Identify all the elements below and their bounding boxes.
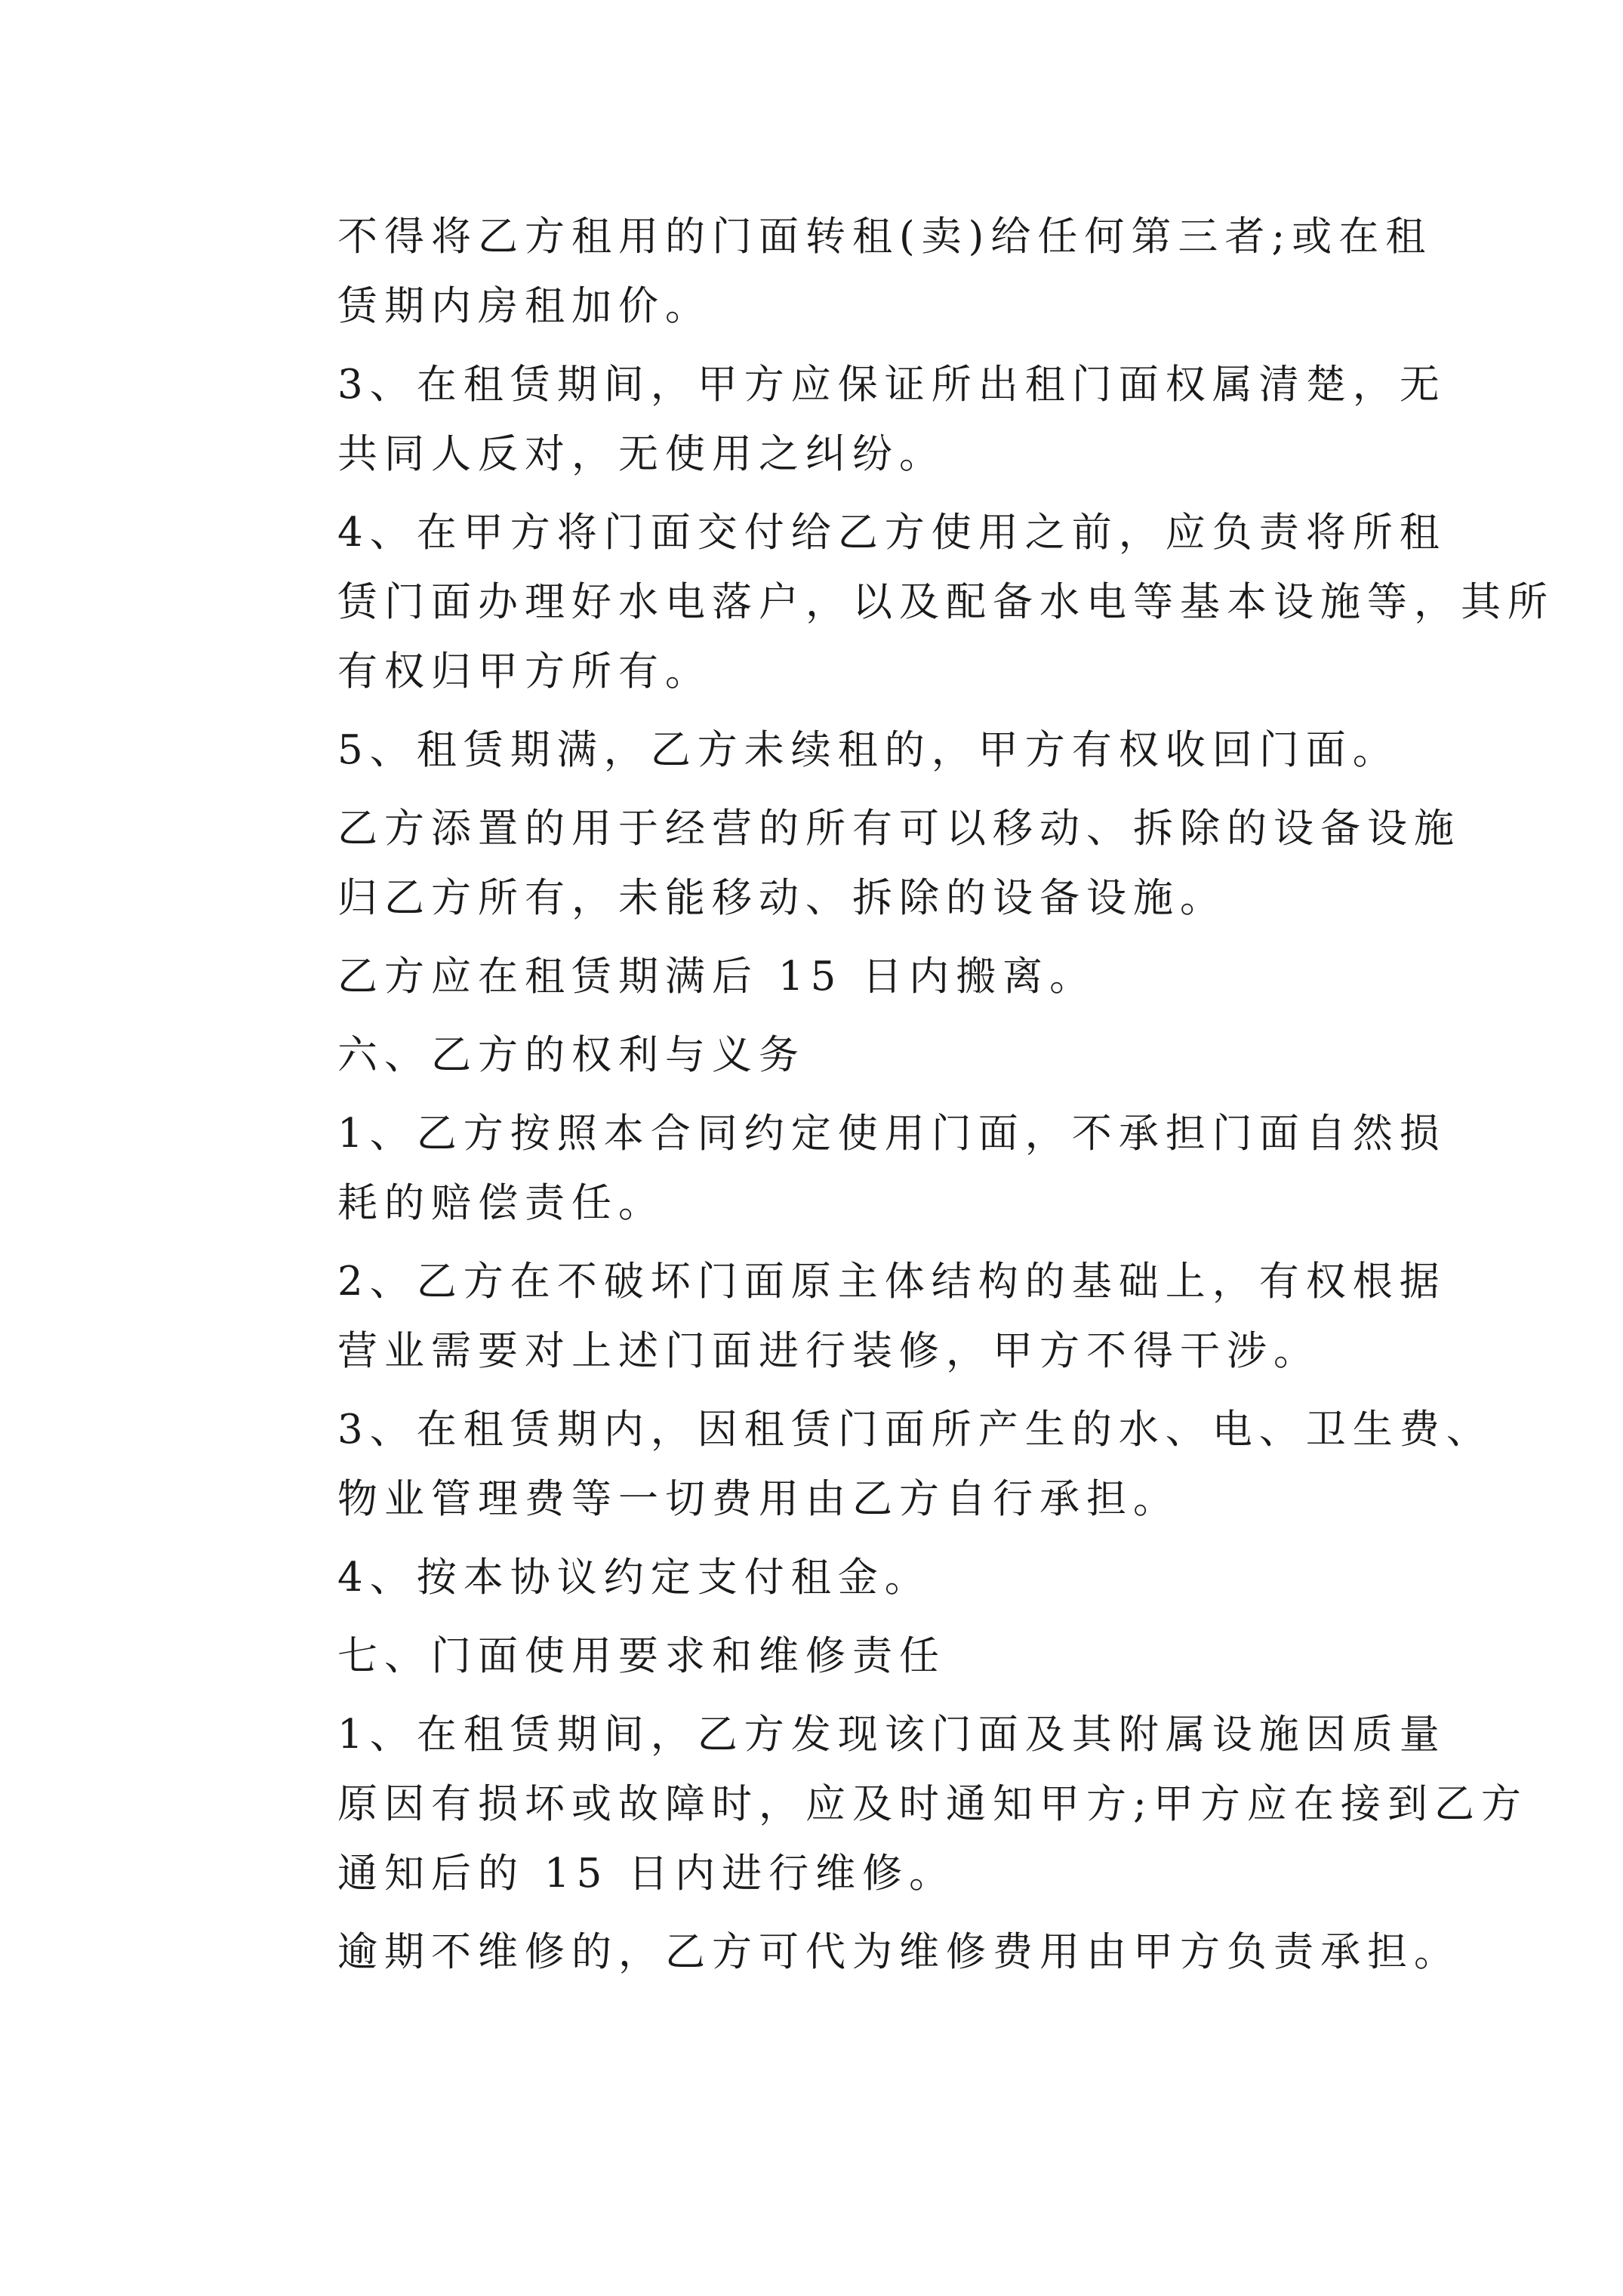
text-line: 逾期不维修的，乙方可代为维修费用由甲方负责承担。 — [337, 1929, 1461, 1975]
document-body — [249, 202, 1554, 1996]
text-line: 原因有损坏或故障时，应及时通知甲方;甲方应在接到乙方 — [337, 1781, 1528, 1827]
text-line: 不得将乙方租用的门面转租(卖)给任何第三者;或在租 — [337, 214, 1433, 260]
text-line: 归乙方所有，未能移动、拆除的设备设施。 — [337, 875, 1227, 921]
text-line: 5、租赁期满，乙方未续租的，甲方有权收回门面。 — [337, 727, 1400, 773]
text-line: 营业需要对上述门面进行装修，甲方不得干涉。 — [337, 1328, 1320, 1374]
text-line: 物业管理费等一切费用由乙方自行承担。 — [337, 1476, 1180, 1522]
paragraph — [249, 1247, 1446, 1386]
text-line: 共同人反对，无使用之纠纷。 — [337, 431, 946, 477]
paragraph — [249, 1918, 1461, 1987]
paragraph — [249, 942, 1381, 1012]
paragraph — [249, 1099, 1446, 1238]
text-line: 3、在租赁期内，因租赁门面所产生的水、电、卫生费、 — [337, 1407, 1493, 1453]
paragraph — [249, 716, 1400, 785]
paragraph — [249, 202, 1433, 341]
text-line: 通知后的 15 日内进行维修。 — [337, 1851, 956, 1897]
text-line: 2、乙方在不破坏门面原主体结构的基础上，有权根据 — [337, 1259, 1446, 1305]
text-line: 乙方应在租赁期满后 15 日内搬离。 — [337, 954, 1097, 1000]
text-line: 4、按本协议约定支付租金。 — [337, 1555, 932, 1601]
paragraph — [249, 794, 1461, 933]
text-line: 1、在租赁期间，乙方发现该门面及其附属设施因质量 — [337, 1712, 1446, 1758]
section-heading — [249, 1021, 1381, 1090]
section-heading — [249, 1622, 1381, 1691]
text-line: 耗的赔偿责任。 — [337, 1180, 665, 1226]
text-line: 乙方添置的用于经营的所有可以移动、拆除的设备设施 — [337, 806, 1461, 852]
text-line: 1、乙方按照本合同约定使用门面，不承担门面自然损 — [337, 1111, 1446, 1157]
text-line: 4、在甲方将门面交付给乙方使用之前，应负责将所租 — [337, 510, 1446, 556]
text-line: 赁门面办理好水电落户，以及配备水电等基本设施等，其所 — [337, 579, 1554, 625]
text-line: 七、门面使用要求和维修责任 — [337, 1633, 946, 1679]
paragraph — [249, 1395, 1493, 1534]
text-line: 有权归甲方所有。 — [337, 649, 712, 695]
text-line: 3、在租赁期间，甲方应保证所出租门面权属清楚，无 — [337, 362, 1446, 408]
paragraph — [249, 1543, 1381, 1613]
paragraph — [249, 498, 1554, 707]
text-line: 赁期内房租加价。 — [337, 283, 712, 329]
paragraph — [249, 350, 1446, 489]
text-line: 六、乙方的权利与义务 — [337, 1032, 805, 1078]
paragraph — [249, 1700, 1528, 1909]
